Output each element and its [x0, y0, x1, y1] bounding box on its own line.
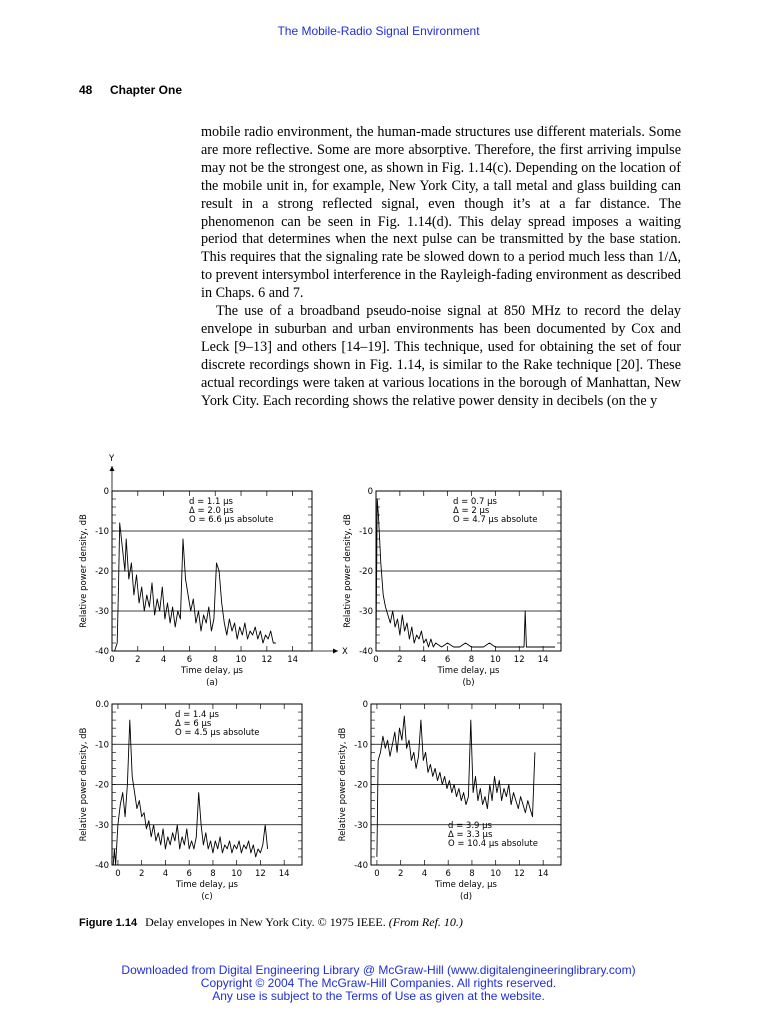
- x-tick-label: 4: [421, 655, 427, 665]
- footer-line-3: Any use is subject to the Terms of Use as given at the website.: [212, 989, 545, 1003]
- caption-source: (From Ref. 10.): [388, 915, 463, 929]
- panel-3: [79, 700, 302, 902]
- y-tick-label: -30: [354, 820, 368, 831]
- footer-line-2: Copyright © 2004 The McGraw-Hill Companies. All rights reserved.: [200, 976, 557, 990]
- y-axis-label: Relative power density, dB: [79, 727, 89, 842]
- x-tick-label: 2: [135, 655, 141, 665]
- caption-label: Figure 1.14: [79, 917, 138, 929]
- x-tick-label: 8: [469, 869, 475, 879]
- panel-label: (a): [206, 678, 218, 688]
- paragraph-1: mobile radio environment, the human-made structures use different materials. Some are more reflective. Some are more absorptive. Therefore, the first arriving impulse may not be the strongest one, as shown in Fig. 1.14(c). Depending on the location of the mobile unit in, for example, New York City, a tall metal and glass building can result in a strong reflected signal, even though it’s at a far distance. The phenomenon can be seen in Fig. 1.14(d). This delay spread imposes a waiting period that determines when the next pulse can be transmitted by the base station. This requires that the signaling rate be slowed down to a period much less than 1/Δ, to prevent intersymbol interference in the Rayleigh-fading environment as described in Chaps. 6 and 7.: [201, 124, 681, 302]
- x-tick-label: 4: [160, 655, 167, 665]
- x-tick-label: 10: [489, 655, 501, 665]
- x-tick-label: 10: [231, 869, 243, 879]
- x-tick-label: 2: [397, 655, 403, 665]
- footer[interactable]: [0, 964, 757, 1003]
- x-tick-label: 12: [513, 655, 525, 665]
- panel-label: (b): [462, 678, 475, 688]
- y-tick-label: -40: [359, 647, 373, 657]
- y-axis-label: Relative power density, dB: [79, 514, 89, 628]
- x-axis-letter: X: [342, 647, 348, 657]
- annotation: d = 1.1 μs: [189, 497, 233, 507]
- x-tick-label: 6: [444, 655, 451, 665]
- y-tick-label: -20: [95, 567, 109, 577]
- figure-1-14: [70, 456, 590, 914]
- y-tick-label: -20: [95, 780, 109, 791]
- page-number: 48: [79, 83, 93, 97]
- x-axis-arrowhead: [333, 649, 338, 654]
- x-tick-label: 10: [235, 655, 247, 665]
- y-tick-label: -20: [359, 567, 373, 577]
- annotation: d = 3.9 μs: [448, 821, 492, 831]
- delay-envelope-figure: [70, 456, 590, 914]
- y-tick-label: -30: [95, 607, 109, 617]
- x-tick-label: 6: [445, 869, 451, 879]
- annotation: Δ = 2 μs: [453, 506, 490, 516]
- x-tick-label: 6: [186, 869, 192, 879]
- annotation: Δ = 6 μs: [175, 719, 212, 729]
- figure-caption: [79, 915, 699, 930]
- y-tick-label: -10: [359, 527, 373, 537]
- x-tick-label: 0: [373, 655, 379, 665]
- annotation: O = 4.7 μs absolute: [453, 515, 538, 525]
- panel-4: [338, 700, 561, 902]
- body-text: [201, 124, 681, 411]
- header-link[interactable]: The Mobile-Radio Signal Environment: [277, 24, 480, 38]
- x-axis-label: Time delay, μs: [437, 666, 500, 676]
- y-tick-label: -20: [354, 780, 368, 791]
- annotation: Δ = 3.3 μs: [448, 830, 493, 840]
- panel-label: (c): [201, 892, 213, 902]
- y-axis-label: Relative power density, dB: [343, 514, 353, 628]
- annotation: O = 6.6 μs absolute: [189, 515, 274, 525]
- x-tick-label: 8: [212, 655, 218, 665]
- y-tick-label: -10: [354, 740, 368, 751]
- y-tick-label: 0: [362, 700, 368, 710]
- x-axis-label: Time delay, μs: [435, 880, 497, 890]
- running-head: [79, 83, 182, 97]
- x-tick-label: 12: [261, 655, 273, 665]
- y-axis-label: Relative power density, dB: [338, 727, 348, 842]
- y-tick-label: -40: [95, 861, 109, 871]
- x-axis-label: Time delay, μs: [181, 666, 243, 676]
- annotation: d = 0.7 μs: [453, 497, 497, 507]
- caption-text: Delay envelopes in New York City. © 1975 IEEE.: [145, 915, 386, 929]
- x-axis-label: Time delay, μs: [176, 880, 238, 890]
- x-tick-label: 8: [468, 655, 475, 665]
- paragraph-2: The use of a broadband pseudo-noise signal at 850 MHz to record the delay envelope in suburban and urban environments has been documented by Cox and Leck [9–13] and others [14–19]. This technique, used for obtaining the set of four discrete recordings shown in Fig. 1.14, is similar to the Rake technique [20]. These actual recordings were taken at various locations in the borough of Manhattan, New York City. Each recording shows the relative power density in decibels (on the y: [201, 303, 681, 409]
- x-tick-label: 8: [210, 869, 216, 879]
- y-tick-label: -30: [359, 607, 373, 617]
- x-tick-label: 14: [537, 869, 549, 879]
- x-tick-label: 2: [138, 869, 145, 879]
- y-tick-label: 0.0: [95, 700, 109, 710]
- y-axis-arrowhead: [110, 466, 115, 471]
- x-tick-label: 0: [115, 869, 121, 879]
- y-axis-letter: Y: [109, 454, 115, 464]
- x-tick-label: 10: [490, 869, 502, 879]
- annotation: d = 1.4 μs: [175, 710, 219, 720]
- x-tick-label: 0: [109, 655, 115, 665]
- y-tick-label: -40: [95, 647, 109, 657]
- y-tick-label: 0: [367, 487, 373, 497]
- x-tick-label: 14: [287, 655, 299, 665]
- x-tick-label: 0: [374, 869, 380, 879]
- panel-1: [79, 454, 348, 688]
- x-tick-label: 14: [278, 869, 290, 879]
- x-tick-label: 4: [162, 869, 169, 879]
- y-tick-label: -30: [95, 820, 109, 831]
- y-tick-label: -10: [95, 740, 109, 751]
- x-tick-label: 4: [421, 869, 428, 879]
- annotation: O = 4.5 μs absolute: [175, 728, 260, 738]
- y-tick-label: 0: [103, 487, 109, 497]
- panel-2: [343, 487, 561, 688]
- y-tick-label: -10: [95, 527, 109, 537]
- series-line: [113, 720, 267, 865]
- footer-line-1[interactable]: Downloaded from Digital Engineering Library @ McGraw-Hill (www.digitalengineeringlibrary.com): [121, 963, 636, 977]
- x-tick-label: 14: [537, 655, 549, 665]
- x-tick-label: 12: [255, 869, 266, 879]
- panel-label: (d): [459, 892, 473, 902]
- series-line: [112, 523, 276, 651]
- annotation: Δ = 2.0 μs: [189, 506, 234, 516]
- chapter-title: Chapter One: [110, 83, 183, 97]
- annotation: O = 10.4 μs absolute: [448, 839, 538, 849]
- x-tick-label: 2: [397, 869, 404, 879]
- x-tick-label: 12: [514, 869, 525, 879]
- y-tick-label: -40: [354, 861, 368, 871]
- x-tick-label: 6: [186, 655, 193, 665]
